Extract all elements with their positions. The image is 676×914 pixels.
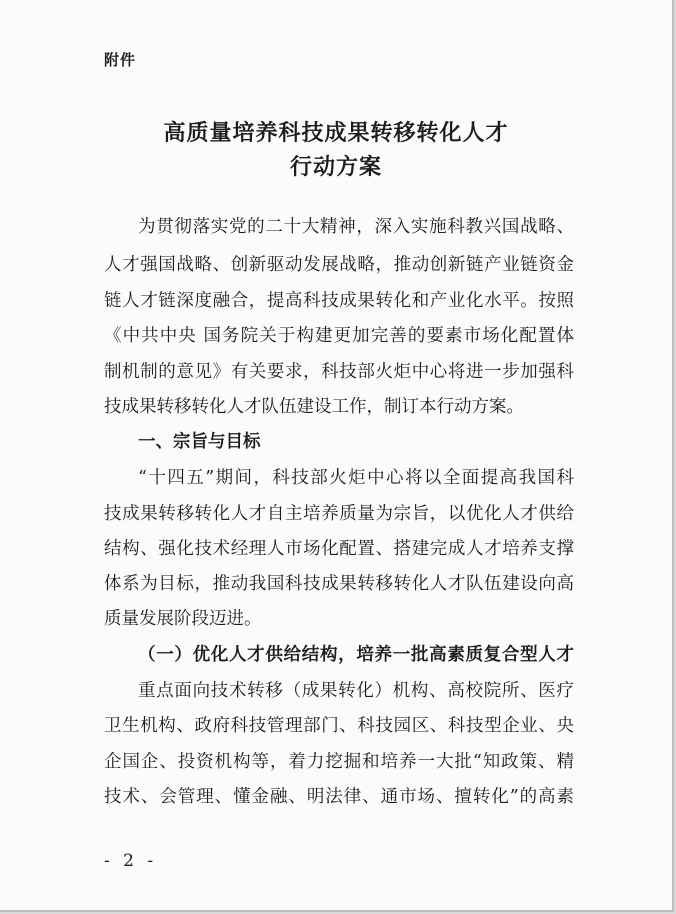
body-line: 技术、会管理、懂金融、明法律、通市场、擅转化”的高素 xyxy=(104,787,574,807)
body-line: 技成果转移转化人才队伍建设工作，制订本行动方案。 xyxy=(104,397,524,417)
body-line: 为贯彻落实党的二十大精神，深入实施科教兴国战略、 xyxy=(138,217,574,237)
body-line: 《中共中央 国务院关于构建更加完善的要素市场化配置体 xyxy=(104,326,574,346)
subsection-heading: （一）优化人才供给结构，培养一批高素质复合型人才 xyxy=(138,645,574,665)
body-line: 卫生机构、政府科技管理部门、科技园区、科技型企业、央 xyxy=(104,716,574,736)
body-line: 结构、强化技术经理人市场化配置、搭建完成人才培养支撑 xyxy=(104,539,574,559)
body-line: 质量发展阶段迈进。 xyxy=(104,609,262,629)
body-line: “十四五”期间，科技部火炬中心将以全面提高我国科 xyxy=(138,468,574,488)
body-line: 体系为目标，推动我国科技成果转移转化人才队伍建设向高 xyxy=(104,574,574,594)
body-line: 链人才链深度融合，提高科技成果转化和产业化水平。按照 xyxy=(104,291,574,311)
document-title-line1: 高质量培养科技成果转移转化人才 xyxy=(163,120,509,146)
body-line: 重点面向技术转移（成果转化）机构、高校院所、医疗 xyxy=(138,681,574,701)
attachment-label: 附件 xyxy=(104,51,137,69)
section-heading: 一、宗旨与目标 xyxy=(138,432,261,452)
body-line: 制机制的意见》有关要求，科技部火炬中心将进一步加强科 xyxy=(104,362,574,382)
page-number: - 2 - xyxy=(104,851,158,871)
body-line: 技成果转移转化人才自主培养质量为宗旨，以优化人才供给 xyxy=(104,504,574,524)
body-line: 企国企、投资机构等，着力挖掘和培养一大批“知政策、精 xyxy=(104,752,574,772)
document-title-line2: 行动方案 xyxy=(289,154,382,180)
body-line: 人才强国战略、创新驱动发展战略，推动创新链产业链资金 xyxy=(104,255,574,275)
